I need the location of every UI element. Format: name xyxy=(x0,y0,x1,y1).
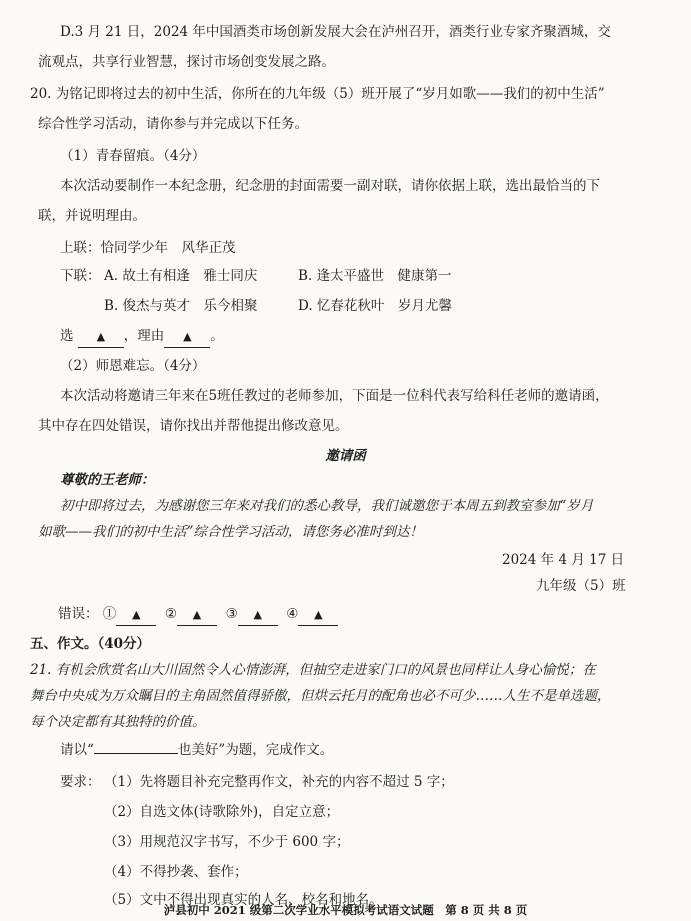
error-1-num: ① xyxy=(102,606,117,622)
page-footer: 泸县初中 2021 级第二次学业水平模拟考试语文试题 第 8 页 共 8 页 xyxy=(163,903,528,917)
letter-signature: 九年级（5）班 xyxy=(536,578,626,594)
answer-choice-blank[interactable] xyxy=(78,326,124,348)
task2-title: （2）师恩难忘。（4分） xyxy=(60,358,206,374)
q21-line2: 舞台中央成为万众瞩目的主角固然值得骄傲，但烘云托月的配角也必不可少……人生不是单选题， xyxy=(30,688,611,704)
error-3-num: ③ xyxy=(225,606,238,622)
option-b: B. 逢太平盛世 健康第一 xyxy=(298,268,452,284)
option-d: D. 忆春花秋叶 岁月尤馨 xyxy=(298,298,452,314)
q20-intro-line1: 20. 为铭记即将过去的初中生活，你所在的九年级（5）班开展了“岁月如歌——我们的初中生活” xyxy=(30,86,605,102)
req-1: （1）先将题目补充完整再作文，补充的内容不超过 5 字； xyxy=(104,774,454,790)
error-4-blank[interactable] xyxy=(298,604,338,626)
q20-intro-line2: 综合性学习活动，请你参与并完成以下任务。 xyxy=(38,116,308,132)
answer-prefix: 选 xyxy=(60,328,74,344)
q21-line1: 21. 有机会欣赏名山大川固然令人心情澎湃，但抽空走进家门口的风景也同样让人身心愉悦；在 xyxy=(30,662,596,678)
triangle-icon: ▲ xyxy=(183,330,192,343)
letter-salutation: 尊敬的王老师： xyxy=(60,472,155,488)
prompt-post: 也美好”为题，完成作文。 xyxy=(177,742,334,758)
task1-answer-line xyxy=(60,326,224,348)
option-c: B. 俊杰与英才 乐今相聚 xyxy=(104,298,258,314)
task1-desc-line1: 本次活动要制作一本纪念册，纪念册的封面需要一副对联，请你依据上联，选出最恰当的下 xyxy=(60,178,600,194)
couplet-lower-label: 下联： xyxy=(60,268,101,284)
req-4: （4）不得抄袭、套作； xyxy=(104,864,248,880)
task1-title: （1）青春留痕。（4分） xyxy=(60,148,206,164)
triangle-icon: ▲ xyxy=(96,330,106,343)
answer-reason-label: ，理由 xyxy=(123,328,165,344)
errors-label: 错误： xyxy=(58,606,99,622)
letter-title: 邀请函 xyxy=(325,448,366,464)
couplet-upper: 上联：恰同学少年 风华正茂 xyxy=(60,240,236,256)
answer-reason-blank[interactable] xyxy=(164,326,210,348)
triangle-icon: ▲ xyxy=(132,608,141,621)
q19-option-d-line2: 流观点，共享行业智慧，探讨市场创变发展之路。 xyxy=(38,54,335,70)
letter-body-line2: 如歌——我们的初中生活”综合性学习活动，请您务必准时到达！ xyxy=(38,524,423,540)
answer-end: 。 xyxy=(210,328,224,344)
section5-title: 五、作文。（40分） xyxy=(30,636,151,652)
task2-desc-line1: 本次活动将邀请三年来在5班任教过的老师参加，下面是一位科代表写给科任老师的邀请函， xyxy=(60,388,609,404)
option-a: A. 故土有相逢 雅士同庆 xyxy=(104,268,258,284)
task2-desc-line2: 其中存在四处错误，请你找出并帮他提出修改意见。 xyxy=(38,418,349,434)
req-3: （3）用规范汉字书写，不少于 600 字； xyxy=(104,834,350,850)
q19-option-d-line1: D.3 月 21 日，2024 年中国酒类市场创新发展大会在泸州召开，酒类行业专家齐聚酒城，交 xyxy=(60,24,611,40)
title-blank[interactable] xyxy=(94,753,178,754)
error-3-blank[interactable] xyxy=(238,604,278,626)
error-4-num: ④ xyxy=(286,606,299,622)
triangle-icon: ▲ xyxy=(314,608,323,621)
req-2: （2）自选文体(诗歌除外)，自定立意； xyxy=(104,804,340,820)
task1-desc-line2: 联，并说明理由。 xyxy=(38,208,146,224)
q21-line3: 每个决定都有其独特的价值。 xyxy=(30,714,206,730)
req-5: （5）文中不得出现真实的人名、校名和地名。 xyxy=(104,892,383,908)
req-label: 要求： xyxy=(60,774,101,790)
error-1-blank[interactable] xyxy=(116,604,156,626)
letter-date: 2024 年 4 月 17 日 xyxy=(502,552,625,568)
errors-line xyxy=(58,604,338,626)
prompt-pre: 请以“ xyxy=(60,742,94,758)
triangle-icon: ▲ xyxy=(192,608,202,621)
error-2-blank[interactable] xyxy=(177,604,217,626)
triangle-icon: ▲ xyxy=(253,608,262,621)
essay-prompt xyxy=(60,740,333,760)
letter-body-line1: 初中即将过去，为感谢您三年来对我们的悉心教导，我们诚邀您于本周五到教室参加“岁月 xyxy=(60,498,594,514)
error-2-num: ② xyxy=(164,606,177,622)
